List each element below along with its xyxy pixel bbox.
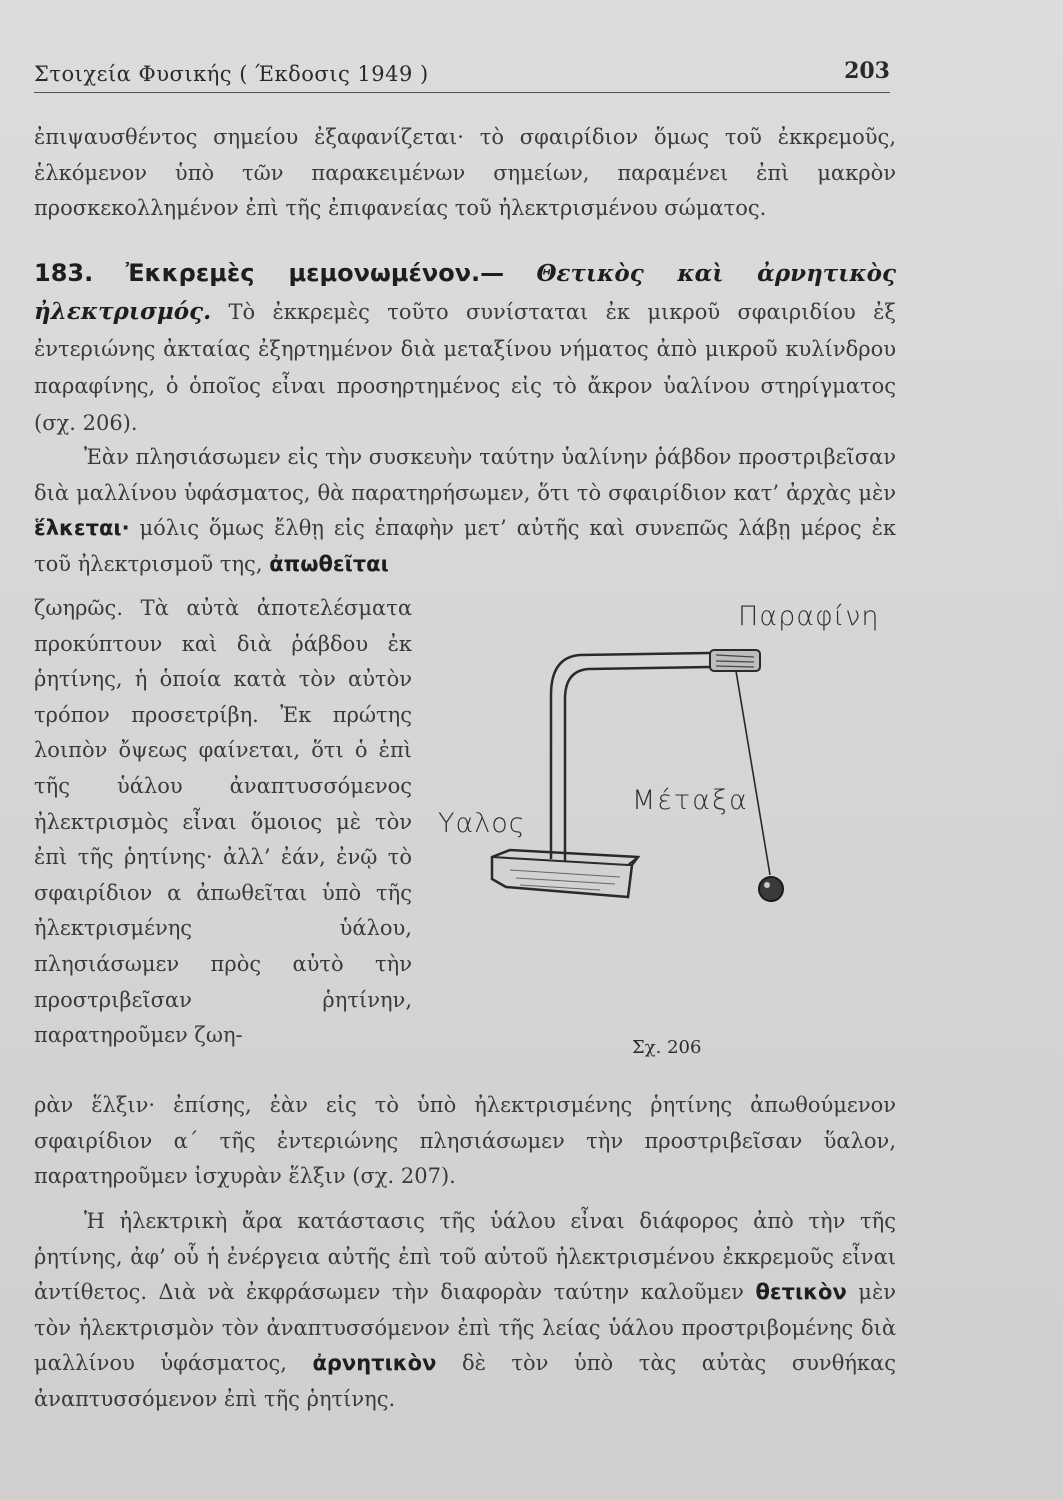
paragraph-text: Ἡ ἠλεκτρικὴ ἄρα κατάστασις τῆς ὑάλου εἶναι διάφορος ἀπὸ τὴν τῆς ῥητίνης, ἀφ’ οὗ ἡ ἐνέργεια αὐτῆς ἐπὶ τοῦ αὐτοῦ ἠλεκτρισμένου ἐκκρεμοῦς εἶναι ἀντίθετος. Διὰ νὰ ἐκφράσωμεν τὴν διαφορὰν ταύτην καλοῦμεν	[34, 1209, 896, 1304]
section-title: Ἐκκρεμὲς μεμονωμένον.—	[125, 259, 505, 287]
paragraph-continued: ἐπιψαυσθέντος σημείου ἐξαφανίζεται· τὸ σφαιρίδιον ὅμως τοῦ ἐκκρεμοῦς, ἑλκόμενον ὑπὸ τῶν παρακειμένων σημείων, παραμένει ἐπὶ μακρὸν προσκεκολλημένον ἐπὶ τῆς ἐπιφανείας τοῦ ἠλεκτρισμένου σώματος.	[34, 125, 896, 220]
glass-rod-outer	[551, 653, 710, 859]
label-silk: Μέταξα	[632, 785, 749, 816]
glass-rod-inner	[565, 667, 710, 861]
paragraph-left-column: ζωηρῶς. Τὰ αὐτὰ ἀποτελέσματα προκύπτουν καὶ διὰ ῥάβδου ἐκ ῥητίνης, ἡ ὁποία κατὰ τὸν αὐτὸν τρόπον προσετρίβη. Ἐκ πρώτης λοιπὸν ὄψεως φαίνεται, ὅτι ὁ ἐπὶ τῆς ὑάλου ἀναπτυσσόμενος ἠλεκτρισμὸς εἶναι ὅμοιος μὲ τὸν ἐπὶ τῆς ῥητίνης· ἀλλ’ ἐάν, ἐνῷ τὸ σφαιρίδιον α ἀπωθεῖται ὑπὸ τῆς ἠλεκτρισμένης ὑάλου, πλησιάσωμεν πρὸς αὐτὸ τὴν προστριβεῖσαν ῥητίνην, παρατηροῦμεν ζωη-	[34, 596, 412, 1048]
running-title: Στοιχεία Φυσικής ( Έκδοσις 1949 )	[34, 62, 429, 86]
pith-ball-highlight	[764, 882, 770, 888]
silk-thread	[736, 671, 770, 875]
paragraph-continued-full: ρὰν ἕλξιν· ἐπίσης, ἐὰν εἰς τὸ ὑπὸ ἠλεκτρισμένης ῥητίνης ἀπωθούμενον σφαιρίδιον α΄ τῆς ἐντεριώνης πλησιάσωμεν τὴν προστριβεῖσαν ὕαλον, παρατηροῦμεν ἰσχυρὰν ἕλξιν (σχ. 207).	[34, 1093, 896, 1188]
pith-ball	[759, 877, 783, 901]
paragraph-text: δὲ τὸν ὑπὸ τὰς αὐτὰς συνθήκας ἀναπτυσσόμενον ἐπὶ τῆς ῥητίνης.	[34, 1351, 896, 1411]
page-header	[34, 58, 890, 93]
page-number: 203	[844, 58, 890, 84]
paragraph-text: Ἐὰν πλησιάσωμεν εἰς τὴν συσκευὴν ταύτην ὑαλίνην ῥάβδον προστριβεῖσαν διὰ μαλλίνου ὑφάσματος, θὰ παρατηρήσωμεν, ὅτι τὸ σφαιρίδιον κατ’ ἀρχὰς μὲν	[34, 445, 896, 505]
bold-term-positive: θετικὸν	[755, 1280, 847, 1304]
section-183	[34, 255, 896, 442]
section-subtitle: Θετικὸς καὶ ἀρνητικὸς ἠλεκτρισμός.	[34, 260, 896, 325]
paragraph-experiment	[34, 440, 896, 582]
paragraph-text: μόλις ὅμως ἔλθῃ εἰς ἐπαφὴν μετ’ αὐτῆς καὶ συνεπῶς λάβῃ μέρος ἐκ τοῦ ἠλεκτρισμοῦ της,	[34, 516, 896, 576]
paragraph-text: μὲν τὸν ἠλεκτρισμὸν τὸν ἀναπτυσσόμενον ἐπὶ τῆς λείας ὑάλου προστριβομένης διὰ μαλλίνου ὑφάσματος,	[34, 1280, 896, 1375]
section-intro-text: Τὸ ἐκκρεμὲς τοῦτο συνίσταται ἐκ μικροῦ σφαιριδίου ἐξ ἐντεριώνης ἀκταίας ἐξηρτημένον διὰ μεταξίνου νήματος ἀπὸ μικροῦ κυλίνδρου παραφίνης, ὁ ὁποῖος εἶναι προσηρτημένος εἰς τὸ ἄκρον ὑαλίνου στηρίγματος (σχ. 206).	[34, 300, 896, 435]
figure-206	[420, 595, 900, 1065]
figure-caption: Σχ. 206	[632, 1037, 702, 1058]
paragraph-conclusion	[34, 1204, 896, 1417]
bold-term-negative: ἀρνητικὸν	[312, 1351, 437, 1375]
bold-term-repelled: ἀπωθεῖται	[269, 551, 389, 576]
bold-term-attracted: ἕλκεται·	[34, 516, 130, 540]
label-paraffin: Παραφίνη	[738, 601, 880, 632]
label-glass: Υαλος	[438, 808, 526, 839]
section-number: 183.	[34, 259, 94, 287]
